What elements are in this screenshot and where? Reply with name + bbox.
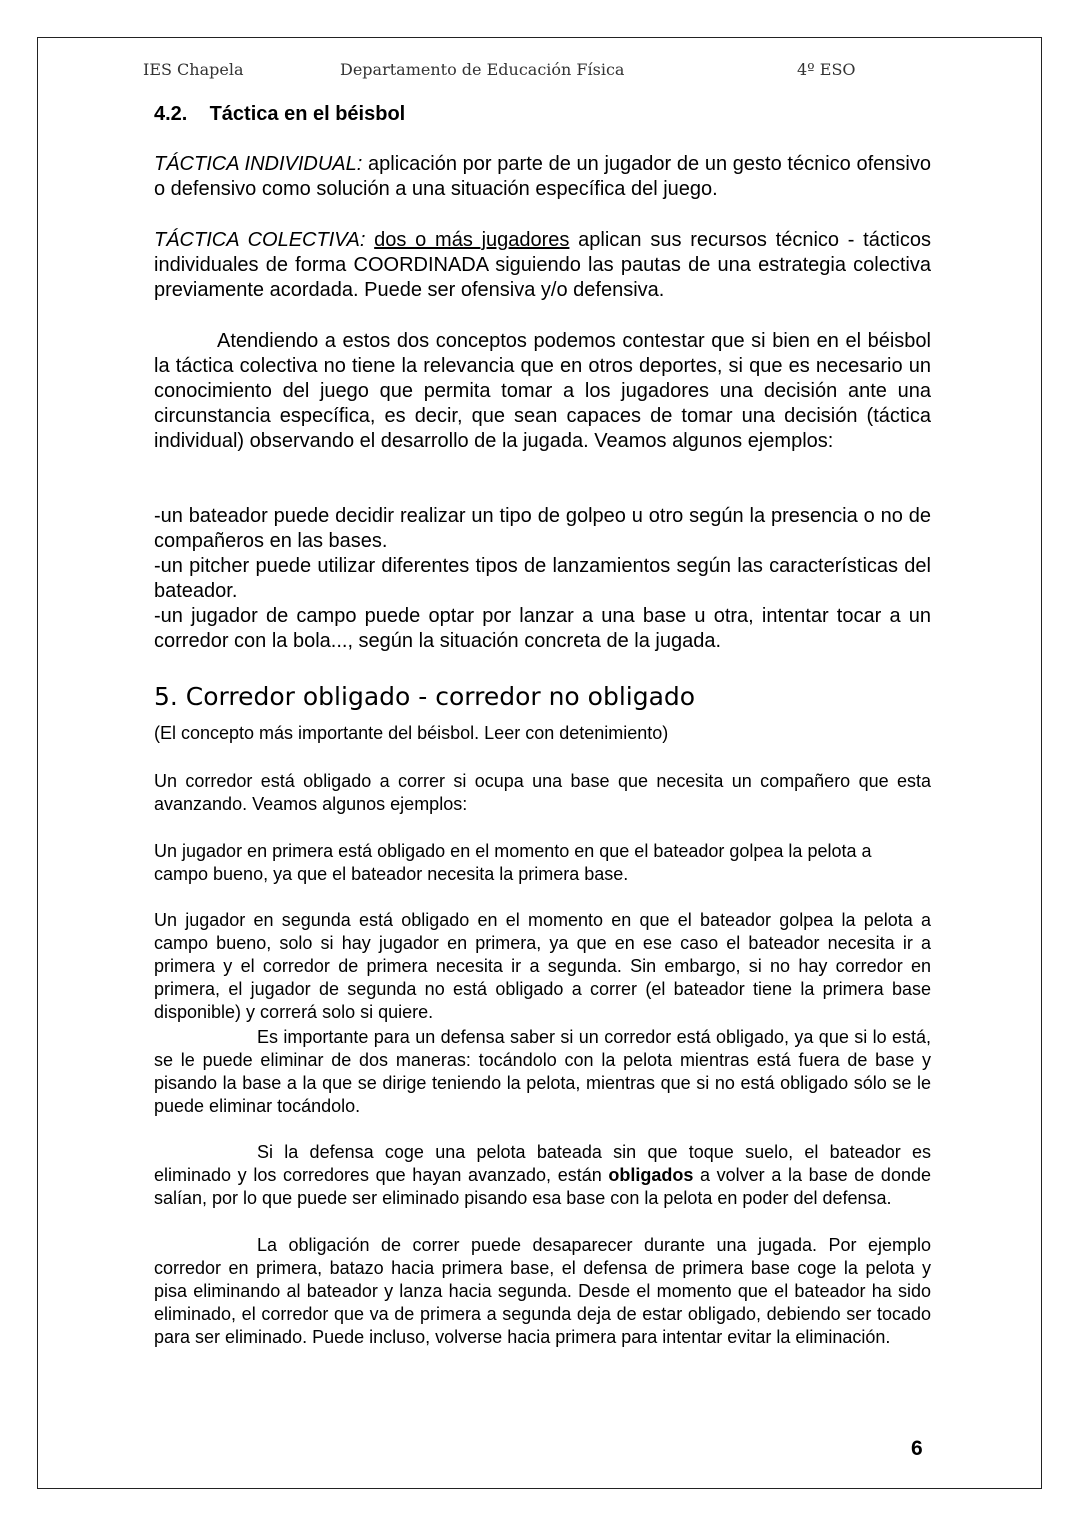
obligado-definition: Un corredor está obligado a correr si ocupa una base que necesita un compañero que esta avanzando. Veamos algunos ejemplos: [154,771,931,814]
example-primera: Un jugador en primera está obligado en el momento en que el bateador golpea la pelota a campo bueno, ya que el bateador necesita la primera base. [154,841,872,884]
p5-text-a: Si la defensa coge una pelota bateada sin que toque suelo, el bateador es eliminado y los corredores que hayan avanzado, están [154,1142,931,1185]
example-item: -un bateador puede decidir realizar un tipo de golpeo u otro según la presencia o no de compañeros en las bases. [154,505,931,552]
p5-text-b: a volver a la base de donde salían, por lo que puede ser eliminado pisando esa base con la pelota en poder del defensa. [154,1165,931,1208]
tactica-colectiva-label: TÁCTICA COLECTIVA: [154,229,366,251]
concepts-paragraph: Atendiendo a estos dos conceptos podemos contestar que si bien en el béisbol la táctica colectiva no tiene la relevancia que en otros deportes, si que es necesario un conocimiento del juego que permita tomar a los jugadores una decisión ante una circunstancia específica, es decir, que sean capaces de tomar una decisión (táctica individual) observando el desarrollo de la jugada. Veamos algunos ejemplos: [154,330,931,452]
example-segunda: Un jugador en segunda está obligado en el momento en que el bateador golpea la pelota a campo bueno, solo si hay jugador en primera, ya que en ese caso el bateador necesita ir a primera y el corredor de primera necesita ir a segunda. Sin embargo, si no hay corredor en primera, el jugador de segunda no está obligado a correr (el bateador tiene la primera base disponible) y correrá solo si quiere. [154,910,931,1022]
tactica-colectiva-paragraph [154,228,931,303]
section-5-title: 5. Corredor obligado - corredor no obligado [154,682,696,711]
example-item: -un pitcher puede utilizar diferentes tipos de lanzamientos según las características del bateador. [154,555,931,602]
page-number: 6 [911,1437,923,1460]
examples-list [154,504,931,654]
tactica-individual-label: TÁCTICA INDIVIDUAL: [154,153,363,175]
underlined-phrase: dos o más jugadores [374,229,570,251]
tactica-individual-text: aplicación por parte de un jugador de un gesto técnico ofensivo o defensivo como solución a una situación específica del juego. [154,153,931,200]
section-4-2-title: 4.2. Táctica en el béisbol [154,103,406,125]
section-5-subtitle: (El concepto más importante del béisbol. Leer con detenimiento) [154,723,669,743]
pelota-bateada-paragraph [154,1141,931,1210]
header-course: 4º ESO [797,60,856,79]
header-department: Departamento de Educación Física [340,60,625,79]
tactica-individual-paragraph [154,152,931,202]
obligados-bold: obligados [608,1165,694,1185]
tactica-colectiva-text: aplican sus recursos técnico - tácticos individuales de forma COORDINADA siguiendo las pautas de una estrategia colectiva previamente acordada. Puede ser ofensiva y/o defensiva. [154,229,931,301]
example-item: -un jugador de campo puede optar por lanzar a una base u otra, intentar tocar a un corredor con la bola..., según la situación concreta de la jugada. [154,605,931,652]
obligacion-paragraph: La obligación de correr puede desaparecer durante una jugada. Por ejemplo corredor en primera, batazo hacia primera base, el defensa de primera base coge la pelota y pisa eliminando al bateador y lanza hacia segunda. Desde el momento que el bateador ha sido eliminado, el corredor que va de primera a segunda deja de estar obligado, debiendo ser tocado para ser eliminado. Puede incluso, volverse hacia primera para intentar evitar la eliminación. [154,1235,931,1347]
defensa-paragraph: Es importante para un defensa saber si un corredor está obligado, ya que si lo está, se le puede eliminar de dos maneras: tocándolo con la pelota mientras está fuera de base y pisando la base a la que se dirige teniendo la pelota, mientras que si no está obligado sólo se le puede eliminar tocándolo. [154,1027,931,1116]
header-school: IES Chapela [143,60,244,79]
